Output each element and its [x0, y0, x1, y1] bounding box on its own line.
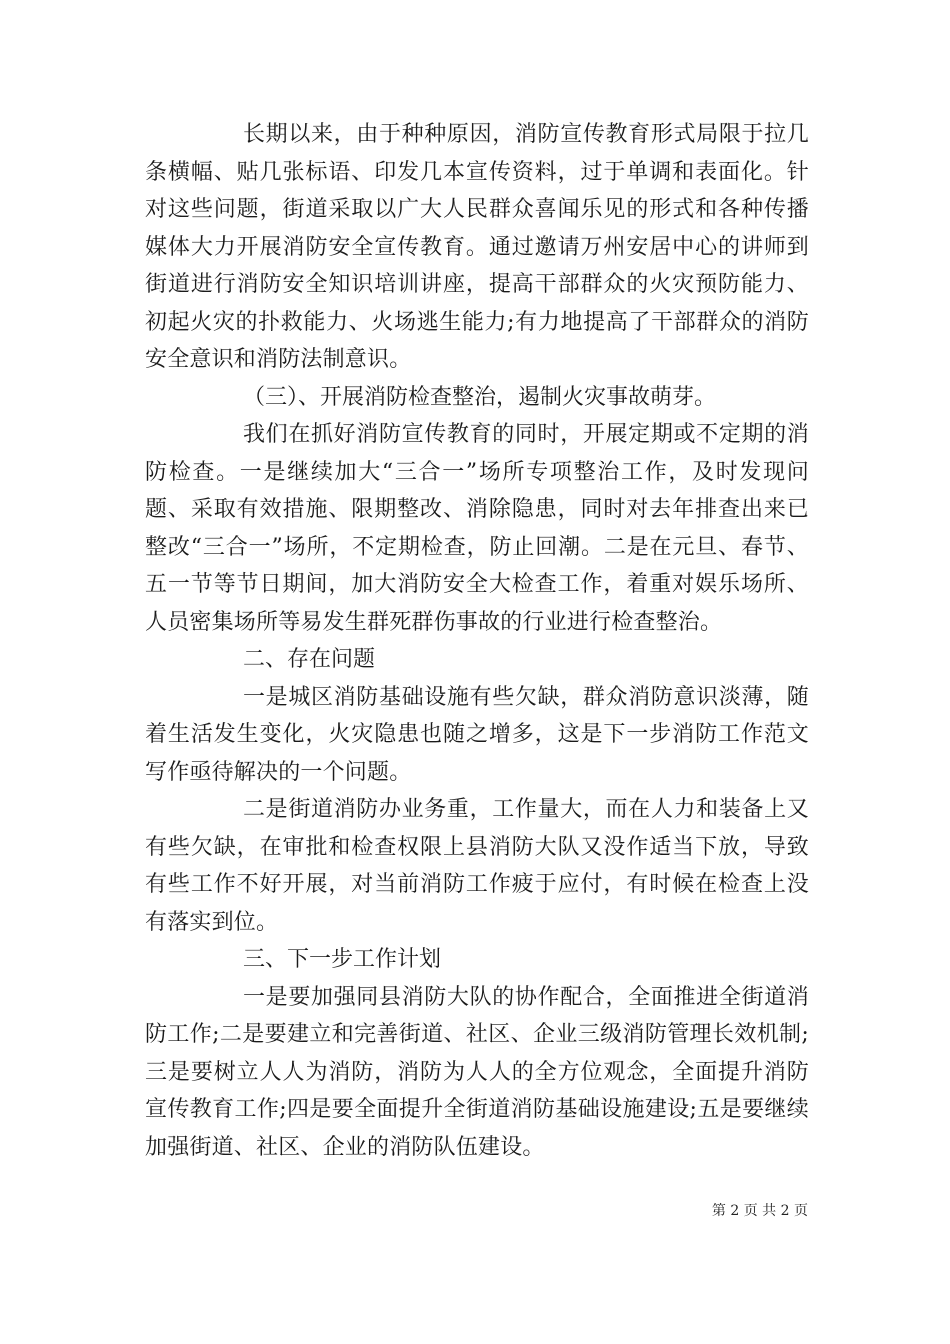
paragraph-problem-one: 一是城区消防基础设施有些欠缺，群众消防意识淡薄，随着生活发生变化，火灾隐患也随之增多，这是下一步消防工作范文写作亟待解决的一个问题。	[145, 684, 809, 785]
paragraph-publicity: 长期以来，由于种种原因，消防宣传教育形式局限于拉几条横幅、贴几张标语、印发几本宣传资料，过于单调和表面化。针对这些问题，街道采取以广大人民群众喜闻乐见的形式和各种传播媒体大力开展消防安全宣传教育。通过邀请万州安居中心的讲师到街道进行消防安全知识培训讲座，提高干部群众的火灾预防能力、初起火灾的扑救能力、火场逃生能力;有力地提高了干部群众的消防安全意识和消防法制意识。	[145, 122, 809, 372]
document-body	[145, 116, 809, 1166]
section-heading-plan: 三、下一步工作计划	[243, 947, 442, 972]
paragraph-problem-two: 二是街道消防办业务重，工作量大，而在人力和装备上又有些欠缺，在审批和检查权限上县消防大队又没作适当下放，导致有些工作不好开展，对当前消防工作疲于应付，有时候在检查上没有落实到位。	[145, 797, 809, 935]
section-heading-problems: 二、存在问题	[243, 647, 376, 672]
section-heading-inspection: （三）、开展消防检查整治，遏制火灾事故萌芽。	[243, 384, 717, 410]
paragraph-inspection: 我们在抓好消防宣传教育的同时，开展定期或不定期的消防检查。一是继续加大“三合一”场所专项整治工作，及时发现问题、采取有效措施、限期整改、消除隐患，同时对去年排查出来已整改“三合一”场所，不定期检查，防止回潮。二是在元旦、春节、五一节等节日期间，加大消防安全大检查工作，着重对娱乐场所、人员密集场所等易发生群死群伤事故的行业进行检查整治。	[145, 422, 809, 635]
page-number-footer: 第 2 页 共 2 页	[711, 1203, 808, 1219]
paragraph-plan: 一是要加强同县消防大队的协作配合，全面推进全街道消防工作;二是要建立和完善街道、社区、企业三级消防管理长效机制;三是要树立人人为消防，消防为人人的全方位观念，全面提升消防宣传教育工作;四是要全面提升全街道消防基础设施建设;五是要继续加强街道、社区、企业的消防队伍建设。	[145, 984, 809, 1160]
